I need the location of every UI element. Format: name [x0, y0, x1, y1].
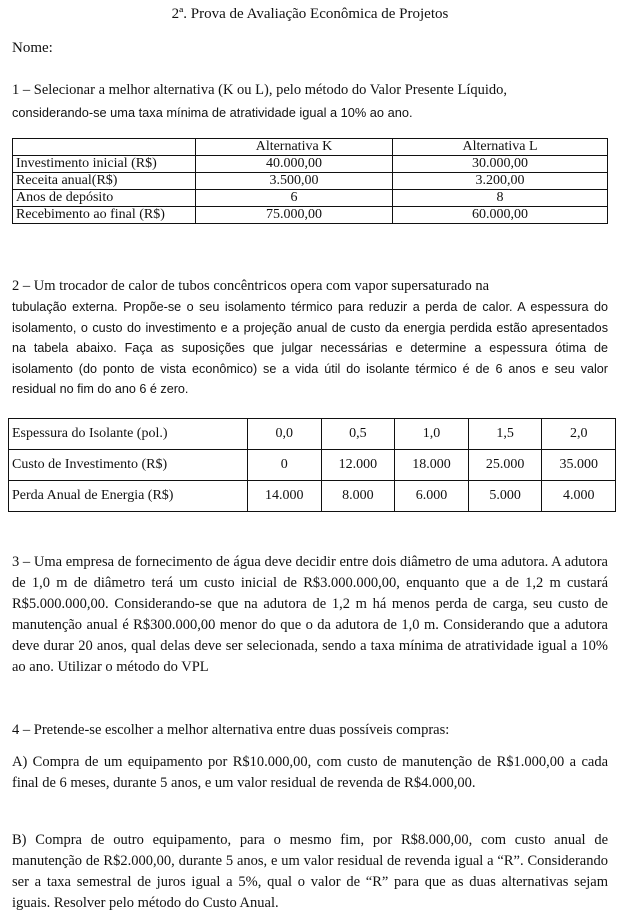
table-cell: 1,0 [395, 419, 469, 450]
table-cell: 12.000 [321, 450, 395, 481]
question-4-option-a: A) Compra de um equipamento por R$10.000,00, com custo de manutenção de R$1.000,00 a cada final de 6 meses, durante 5 anos, e um valor residual de revenda de R$4.000,00. [12, 754, 608, 791]
question-4-option-b: B) Compra de outro equipamento, para o mesmo fim, por R$8.000,00, com custo anual de manutenção de R$2.000,00, durante 5 anos, e um valor residual de revenda igual a “R”. Considerando ser a taxa semestral de juros igual a 5%, qual o valor de “R” para que as duas alternativas sejam iguais. Resolver pelo método do Custo Anual. [12, 832, 608, 911]
table-cell: 4.000 [542, 481, 616, 512]
table-cell: 30.000,00 [393, 156, 608, 173]
table-cell: 18.000 [395, 450, 469, 481]
row-label: Espessura do Isolante (pol.) [9, 419, 248, 450]
table-cell: 8 [393, 190, 608, 207]
table-cell: 1,5 [468, 419, 542, 450]
table-row [9, 419, 616, 450]
name-label: Nome: [12, 40, 53, 56]
table-cell: 35.000 [542, 450, 616, 481]
insulation-table [8, 418, 616, 512]
table-cell: 6.000 [395, 481, 469, 512]
question-1-line-2: considerando-se uma taxa mínima de atratividade igual a 10% ao ano. [12, 105, 413, 120]
question-3-body: 3 – Uma empresa de fornecimento de água deve decidir entre dois diâmetro de uma adutora. A adutora de 1,0 m de diâmetro terá um custo inicial de R$3.000.000,00, enquanto que a de 1,2 m custará R$5.000.000,00. Considerando-se que na adutora de 1,2 m há menos perda de carga, seu custo de manutenção anual é R$300.000,00 menor do que o da adutora de 1,0 m. Considerando que a adutora deve durar 20 anos, qual delas deve ser selecionada, sendo a taxa mínima de atratividade igual a 10% ao ano. Utilizar o método do VPL [12, 554, 608, 675]
table-row [13, 173, 608, 190]
table-row [13, 190, 608, 207]
table-row [9, 450, 616, 481]
table-cell: 6 [196, 190, 393, 207]
table-header-cell: Alternativa L [393, 139, 608, 156]
table-cell: 8.000 [321, 481, 395, 512]
table-cell: 0 [248, 450, 322, 481]
alternatives-table [12, 138, 608, 224]
table-corner-cell [13, 139, 196, 156]
table-row [9, 481, 616, 512]
table-cell: 2,0 [542, 419, 616, 450]
question-2-body: tubulação externa. Propõe-se o seu isolamento térmico para reduzir a perda de calor. A espessura do isolamento, o custo do investimento e a projeção anual de custo da energia perdida estão apresentados na tabela abaixo. Faça as suposições que julgar necessárias e determine a espessura ótima de isolamento (do ponto de vista econômico) se a vida útil do isolante térmico é de 6 anos e seu valor residual no fim do ano 6 é zero. [12, 300, 608, 396]
table-row [13, 207, 608, 224]
row-label: Receita anual(R$) [13, 173, 196, 190]
question-1-line-1: 1 – Selecionar a melhor alternativa (K ou L), pelo método do Valor Presente Líquido, [12, 82, 508, 98]
table-cell: 0,0 [248, 419, 322, 450]
table-cell: 0,5 [321, 419, 395, 450]
row-label: Perda Anual de Energia (R$) [9, 481, 248, 512]
table-header-row [13, 139, 608, 156]
row-label: Anos de depósito [13, 190, 196, 207]
table-cell: 60.000,00 [393, 207, 608, 224]
question-2-line-1: 2 – Um trocador de calor de tubos concêntricos opera com vapor supersaturado na [12, 278, 490, 294]
row-label: Recebimento ao final (R$) [13, 207, 196, 224]
row-label: Custo de Investimento (R$) [9, 450, 248, 481]
table-cell: 14.000 [248, 481, 322, 512]
table-cell: 5.000 [468, 481, 542, 512]
table-cell: 40.000,00 [196, 156, 393, 173]
question-4-intro: 4 – Pretende-se escolher a melhor alternativa entre duas possíveis compras: [12, 722, 450, 738]
table-cell: 3.500,00 [196, 173, 393, 190]
table-header-cell: Alternativa K [196, 139, 393, 156]
table-row [13, 156, 608, 173]
exam-title: 2ª. Prova de Avaliação Econômica de Projetos [171, 6, 449, 22]
table-cell: 3.200,00 [393, 173, 608, 190]
table-cell: 25.000 [468, 450, 542, 481]
table-cell: 75.000,00 [196, 207, 393, 224]
row-label: Investimento inicial (R$) [13, 156, 196, 173]
